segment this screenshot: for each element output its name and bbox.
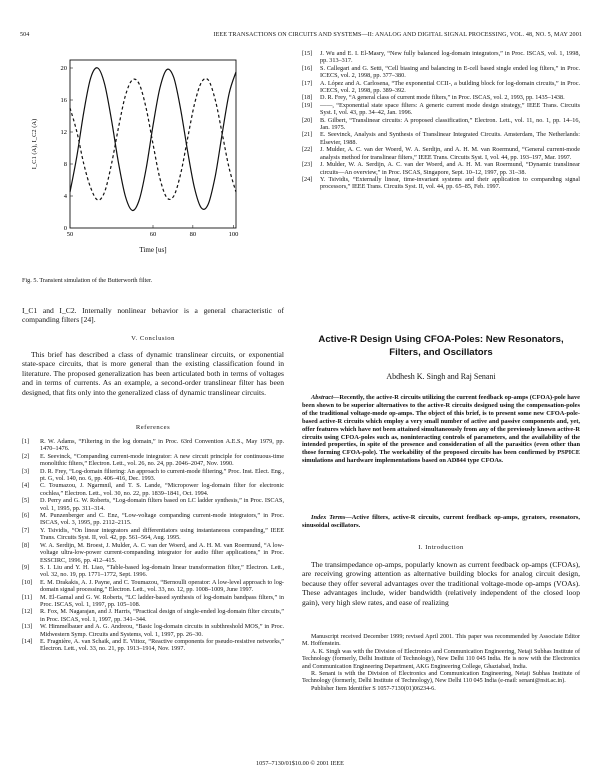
reference-item — [22, 623, 284, 638]
reference-number: [24] — [302, 175, 313, 183]
reference-number: [4] — [22, 482, 30, 490]
reference-number: [7] — [22, 526, 30, 534]
reference-text: D. R. Frey, “Log-domain filtering: An approach to current-mode filtering,” Proc. Inst. Elect. Eng., pt. G, vol. 140, no. 6, pp. 406–416, Dec. 1993. — [40, 467, 284, 483]
page-number: 504 — [20, 32, 30, 38]
reference-number: [8] — [22, 541, 30, 549]
intro-heading: I. Introduction — [418, 544, 464, 551]
footnote-author2: R. Senani is with the Division of Electronics and Communication Engineering, Netaji Subhas Institute of Technology (formerly, Delhi Institute of Technology), New Delhi 110 045 India (e-mail: senani@nsit.ac.in). — [302, 671, 580, 685]
index-terms — [302, 514, 580, 530]
conclusion-heading: V. Conclusion — [131, 335, 175, 342]
footnote-author1: A. K. Singh was with the Division of Electronics and Communication Engineering, Netaji Subhas Institute of Technology (formerly, Delhi Institute of Technology), New Delhi 110 045 India. He is now with the Electronics and Communication Engineering Department, AKG Engineering College, Ghaziabad, India. — [302, 648, 580, 670]
article-title-line2: Filters, and Oscillators — [389, 347, 493, 358]
reference-number: [10] — [22, 578, 33, 586]
reference-item — [22, 438, 284, 453]
reference-item — [22, 468, 284, 483]
reference-number: [15] — [302, 50, 313, 57]
reference-item — [302, 146, 580, 161]
reference-text: R. Fox, M. Nagarajan, and J. Harris, “Practical design of single-ended log-domain filter circuits,” in Proc. ISCAS, vol. 1, 1997, pp. 341–344. — [40, 608, 284, 623]
transient-chart — [22, 54, 282, 256]
reference-text: R. W. Adams, “Filtering in the log domain,” in Proc. 63rd Convention A.E.S., May 1979, pp. 1470–1476. — [40, 438, 284, 453]
reference-text: M. Punzenberger and C. Enz, “Low-voltage companding current-mode integrators,” in Proc. ISCAS, vol. 3, 1995, pp. 2112–2115. — [40, 512, 284, 527]
reference-text: J. Wu and E. I. El-Masry, “New fully balanced log-domain integrators,” in Proc. ISCAS, vol. 1, 1998, pp. 313–317. — [320, 50, 580, 65]
reference-item — [302, 50, 580, 65]
reference-number: [3] — [22, 467, 30, 475]
reference-number: [2] — [22, 452, 30, 460]
reference-text: B. Gilbert, “Translinear circuits: A proposed classification,” Electron. Lett., vol. 11, no. 1, pp. 14–16, Jan. 1975. — [320, 116, 580, 132]
reference-text: E. Seevinck, “Companding current-mode integrator: A new circuit principle for continuous-time monolithic filters,” Electron. Lett., vol. 26, no. 24, pp. 2046–2047, Nov. 1990. — [40, 452, 284, 468]
y-tick-label: 20 — [60, 65, 67, 72]
reference-text: ——, “Exponential state space filters: A generic current mode design strategy,” IEEE Trans. Circuits Syst. I, vol. 43, pp. 34–42, Jan. 1996. — [320, 101, 580, 117]
reference-text: E. Fragnière, A. van Schaik, and E. Vittoz, “Reactive components for pseudo-resistive networks,” Electron. Lett., vol. 33, no. 21, pp. 1913–1914, Nov. 1997. — [40, 637, 284, 653]
intro-text: The transimpedance op-amps, popularly known as current feedback op-amps (CFOAs), are receiving growing attention as alternative building blocks for analog circuit design, because they offer several advantages over the traditional voltage-mode op-amps (VOAs). These advantages include, wider bandwidth (relatively independent of the closed loop gain), very high slew rates, and ease of realizing — [302, 560, 580, 607]
article-title — [302, 333, 580, 359]
reference-item — [302, 117, 580, 132]
reference-number: [17] — [302, 79, 313, 87]
reference-item — [22, 482, 284, 497]
footnote-publisher-id: Publisher Item Identifier S 1057-7130(01)06234-6. — [311, 685, 436, 692]
reference-text: A. López and A. Carlosena, “The exponential CCII-, a building block for log-domain circuits,” in Proc. ICECS, vol. 2, 1998, pp. 389–392. — [320, 79, 580, 95]
reference-text: J. Mulder, A. C. van der Woerd, W. A. Serdijn, and A. H. M. van Roermund, “General current-mode analysis method for translinear filters,” IEEE Trans. Circuits Syst. I, vol. 44, pp. 193–197, Mar. 1997. — [320, 146, 580, 161]
references-heading: References — [135, 424, 171, 431]
reference-number: [22] — [302, 146, 313, 154]
reference-item — [22, 594, 284, 609]
reference-text: C. Toumazou, J. Ngarmnil, and T. S. Lande, “Micropower log-domain filter for electronic cochlea,” Electron. Lett., vol. 30, no. 22, pp. 1839–1841, Oct. 1994. — [40, 482, 284, 497]
reference-text: J. Mulder, W. A. Serdijn, A. C. van der Woerd, and A. H. M. van Roermund, “Dynamic translinear circuits—An overview,” in Proc. ISCAS, Singapore, Sept. 10–12, 1997, pp. 31–38. — [320, 161, 580, 176]
reference-item — [22, 542, 284, 564]
footnotes — [302, 634, 580, 693]
reference-number: [9] — [22, 563, 30, 571]
reference-text: W. Himmelbauer and A. G. Andreou, “Basic log-domain circuits in subthreshold MOS,” in Proc. Midwestern Symp. Circuits and Systems, vol. 1, 1997, pp. 26–30. — [40, 623, 284, 638]
article-title-line1: Active-R Design Using CFOA-Poles: New Resonators, — [318, 334, 564, 345]
conclusion-text: This brief has described a class of dynamic translinear circuits, or exponential state-space circuits, that is more general than the existing classification found in literature. The proposed generalization has been articulated both in terms of voltages and in terms of currents. As an example, a second-order translinear filter has been designed, that fits only into the generalized class of dynamic translinear circuits. — [22, 350, 284, 397]
reference-item — [302, 65, 580, 80]
reference-text: D. R. Frey, “A general class of current mode filters,” in Proc. ISCAS, vol. 2, 1993, pp. 1435–1438. — [320, 94, 565, 102]
reference-item — [22, 497, 284, 512]
reference-item — [22, 564, 284, 579]
reference-text: E. Seevinck, Analysis and Synthesis of Translinear Integrated Circuits. Amsterdam, The Netherlands: Elsevier, 1988. — [320, 131, 580, 146]
reference-text: W. A. Serdijn, M. Broest, J. Mulder, A. C. van der Woerd, and A. H. M. van Roermund, “A low-voltage ultra-low-power current-companding integrator for audio filter applications,” in Proc. ESSCIRC, 1996, pp. 412–415. — [40, 541, 284, 564]
abstract — [302, 394, 580, 465]
reference-number: [5] — [22, 497, 30, 505]
footnote-manuscript: Manuscript received December 1999; revised April 2001. This paper was recommended by Associate Editor M. Hoffenstein. — [302, 634, 580, 648]
reference-number: [16] — [302, 64, 313, 72]
reference-number: [11] — [22, 593, 33, 601]
reference-number: [21] — [302, 131, 313, 139]
reference-text: Y. Tsividis, “Externally linear, time-invariant systems and their application to companding signal processors,” IEEE Trans. Circuits Syst. II, vol. 44, pp. 65–85, Feb. 1997. — [320, 175, 580, 191]
figure-5 — [22, 54, 282, 256]
reference-text: S. Callegari and G. Setti, “Cell biasing and balancing in E-cell based single ended log filters,” in Proc. ICECS, vol. 2, 1998, pp. 377–380. — [320, 64, 580, 80]
reference-text: D. Perry and G. W. Roberts, “Log-domain filters based on LC ladder synthesis,” in Proc. ISCAS, vol. 1, 1995, pp. 311–314. — [40, 497, 284, 512]
reference-number: [6] — [22, 512, 30, 520]
reference-number: [1] — [22, 438, 30, 445]
results-paragraph: I_C1 and I_C2. Internally nonlinear behavior is a general characteristic of companding filters [24]. — [22, 306, 284, 325]
reference-number: [12] — [22, 608, 33, 616]
reference-number: [13] — [22, 623, 33, 631]
x-tick-label: 60 — [149, 231, 157, 238]
reference-text: S. I. Liu and Y. H. Liao, “Table-based log-domain linear transformation filter,” Electron. Lett., vol. 32, no. 19, pp. 1771–1772, Sept. 1996. — [40, 563, 284, 579]
reference-number: [23] — [302, 161, 313, 169]
y-axis-label: I_C1 (A), I_C2 (A) — [31, 118, 38, 170]
reference-item — [22, 638, 284, 653]
abstract-label: Abstract— — [311, 394, 340, 401]
reference-number: [19] — [302, 101, 313, 109]
y-tick-label: 12 — [60, 129, 67, 136]
y-tick-label: 8 — [63, 161, 67, 168]
x-tick-label: 100 — [228, 231, 239, 238]
y-tick-label: 16 — [60, 97, 67, 104]
reference-item — [22, 608, 284, 623]
x-tick-label: 80 — [189, 231, 197, 238]
y-tick-label: 0 — [63, 225, 67, 232]
reference-item — [302, 131, 580, 146]
references-list-right — [302, 50, 580, 191]
reference-number: [20] — [302, 116, 313, 124]
reference-text: M. El-Gamal and G. W. Roberts, “LC ladder-based synthesis of log-domain bandpass filters,” in Proc. ISCAS, vol. 1, 1997, pp. 105–108. — [40, 593, 284, 608]
index-terms-label: Index Terms— — [311, 514, 352, 521]
reference-item — [302, 161, 580, 176]
copyright-line: 1057–7130/01$10.00 © 2001 IEEE — [256, 760, 344, 767]
x-tick-label: 50 — [66, 231, 74, 238]
journal-title: IEEE TRANSACTIONS ON CIRCUITS AND SYSTEMS—II: ANALOG AND DIGITAL SIGNAL PROCESSING, VOL. 48, NO. 5, MAY 2001 — [213, 32, 582, 38]
reference-item — [22, 512, 284, 527]
reference-item — [302, 176, 580, 191]
y-tick-label: 4 — [63, 193, 67, 200]
reference-item — [302, 80, 580, 95]
reference-text: E. M. Drakakis, A. J. Payne, and C. Toumazou, “Bernoulli operator: A low-level approach to log-domain signal processing,” Electron. Lett., vol. 33, no. 12, pp. 1008–1009, June 1997. — [40, 578, 284, 594]
article-authors: Abdhesh K. Singh and Raj Senani — [386, 372, 496, 381]
series-ic1-line — [70, 68, 236, 211]
reference-item — [302, 102, 580, 117]
references-list-left — [22, 438, 284, 653]
x-axis-label: Time [us] — [139, 246, 167, 254]
series-ic2-line — [70, 78, 236, 200]
abstract-text: Recently, the active-R circuits utilizing the current feedback op-amps (CFOA)-pole have been shown to be superior alternatives to the active-R circuits designed using the compensation-poles of the traditional voltage-mode op-amps. The object of this brief, is to present some new CFOA-pole-based active-R circuits which employ a very small number of active and passive components and, yet, offer features which have not been attained simultaneously from any of the previously known active-R circuits using CFOA-poles such as, noninteracting controls of parameters, and the availability of the intended properties, in spite of the presence and consideration of all the parasitics (even other than those forming CFOA-pole). The workability of the proposed circuits has been confirmed by PSPICE simulations and hardware implementations based on AD844 type CFOAs. — [302, 394, 580, 465]
figure-caption: Fig. 5. Transient simulation of the Butterworth filter. — [22, 277, 153, 284]
reference-item — [302, 94, 580, 101]
index-terms-text: Active filters, active-R circuits, current feedback op-amps, gyrators, resonators, sinusoidal oscillators. — [302, 514, 580, 529]
reference-item — [22, 527, 284, 542]
reference-text: Y. Tsividis, “On linear integrators and differentiators using instantaneous companding,” IEEE Trans. Circuits Syst. II, vol. 42, pp. 561–564, Aug. 1995. — [40, 526, 284, 542]
reference-item — [22, 579, 284, 594]
reference-item — [22, 453, 284, 468]
reference-number: [18] — [302, 94, 313, 102]
reference-number: [14] — [22, 637, 33, 645]
